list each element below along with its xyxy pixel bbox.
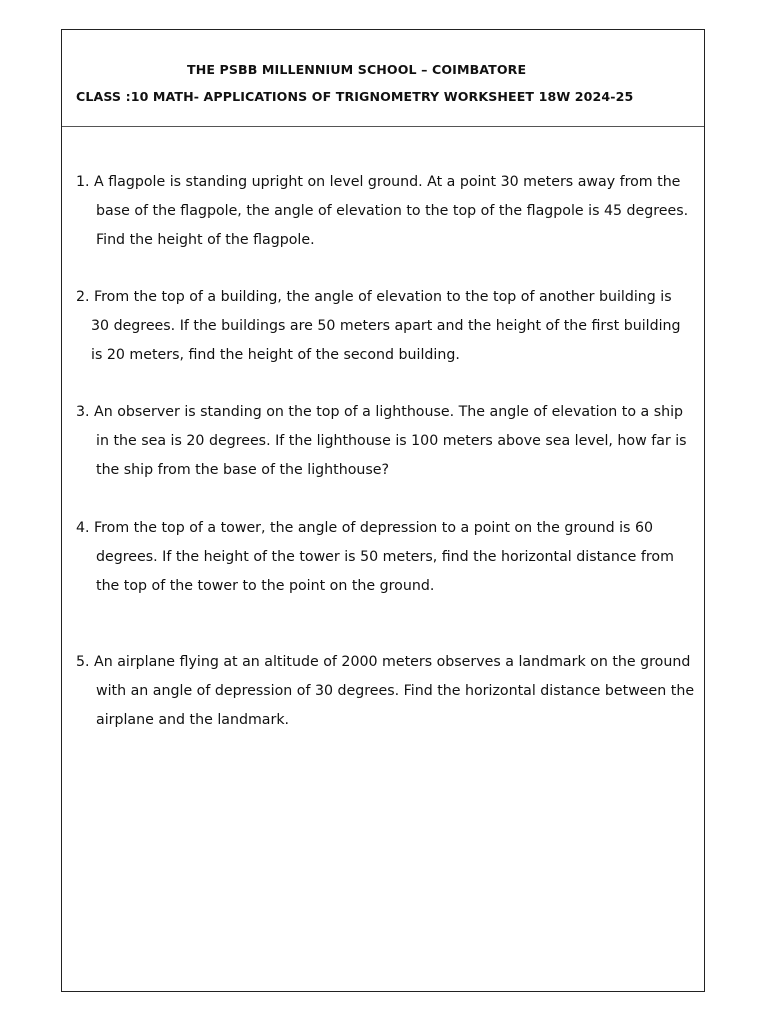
header-divider xyxy=(62,126,704,127)
question-2 xyxy=(76,283,700,370)
question-text-line: degrees. If the height of the tower is 50 meters, find the horizontal distance from xyxy=(96,549,674,565)
question-text-line: A flagpole is standing upright on level ground. At a point 30 meters away from the xyxy=(94,174,681,190)
question-text-line: Find the height of the flagpole. xyxy=(96,232,315,248)
worksheet-title: CLASS :10 MATH- APPLICATIONS OF TRIGNOMETRY WORKSHEET 18W 2024-25 xyxy=(76,89,634,104)
question-4 xyxy=(76,514,700,601)
question-text-line: From the top of a building, the angle of elevation to the top of another building is xyxy=(94,289,672,305)
question-number: 2. xyxy=(76,289,90,305)
question-text-line: base of the flagpole, the angle of elevation to the top of the flagpole is 45 degrees. xyxy=(96,203,689,219)
question-3 xyxy=(76,398,700,485)
school-name: THE PSBB MILLENNIUM SCHOOL – COIMBATORE xyxy=(187,62,527,77)
question-text-line: From the top of a tower, the angle of depression to a point on the ground is 60 xyxy=(94,520,653,536)
question-1 xyxy=(76,168,700,255)
question-text-line: the top of the tower to the point on the ground. xyxy=(96,578,435,594)
question-text-line: with an angle of depression of 30 degrees. Find the horizontal distance between the xyxy=(96,683,695,699)
question-number: 3. xyxy=(76,404,90,420)
question-text-line: in the sea is 20 degrees. If the lighthouse is 100 meters above sea level, how far is xyxy=(96,433,687,449)
question-5 xyxy=(76,648,700,735)
question-number: 4. xyxy=(76,520,90,536)
question-text-line: is 20 meters, find the height of the second building. xyxy=(91,347,460,363)
question-number: 1. xyxy=(76,174,90,190)
question-number: 5. xyxy=(76,654,90,670)
question-text-line: the ship from the base of the lighthouse? xyxy=(96,462,390,478)
worksheet-page xyxy=(61,29,705,992)
question-text-line: 30 degrees. If the buildings are 50 meters apart and the height of the first building xyxy=(91,318,681,334)
question-text-line: airplane and the landmark. xyxy=(96,712,290,728)
question-text-line: An observer is standing on the top of a lighthouse. The angle of elevation to a ship xyxy=(94,404,684,420)
question-text-line: An airplane flying at an altitude of 2000 meters observes a landmark on the ground xyxy=(94,654,691,670)
